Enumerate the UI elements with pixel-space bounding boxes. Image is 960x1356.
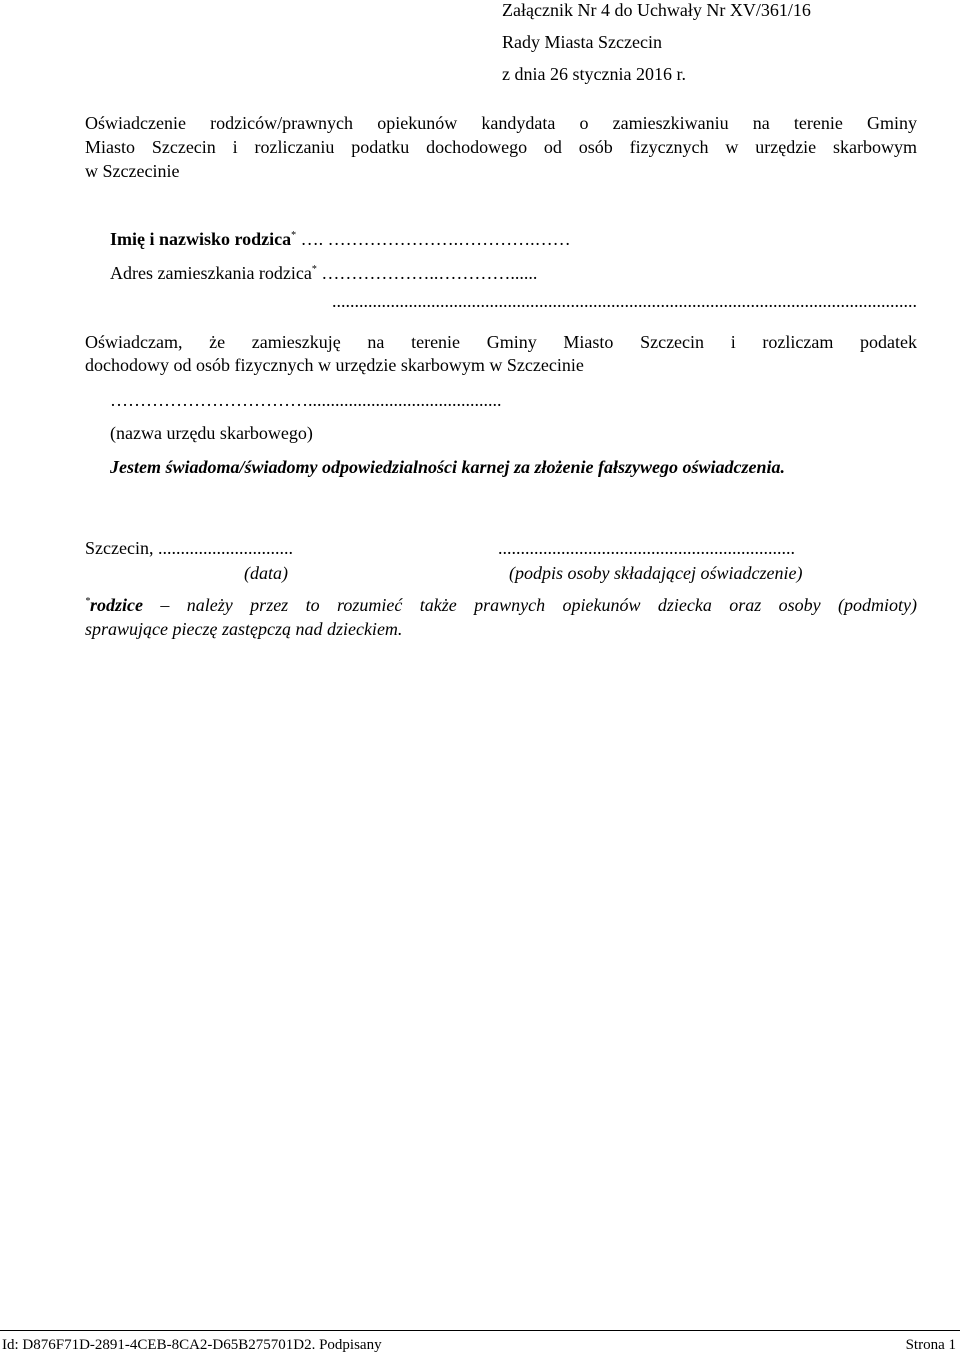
footnote-term: rodzice: [90, 595, 143, 615]
parent-name-label: Imię i nazwisko rodzica: [110, 229, 292, 249]
parent-address-dots: ………………..…………......: [321, 263, 538, 283]
footnote-line-1: [85, 593, 917, 617]
document-title-line-1: Oświadczenie rodziców/prawnych opiekunów kandydata o zamieszkiwaniu na terenie Gminy: [85, 113, 917, 133]
date-label: (data): [244, 563, 288, 583]
footnote-asterisk: *: [85, 596, 90, 607]
responsibility-statement: Jestem świadoma/świadomy odpowiedzialności karnej za złożenie fałszywego oświadczenia.: [110, 457, 786, 477]
asterisk-mark: *: [291, 230, 297, 241]
document-title-line-2: Miasto Szczecin i rozliczaniu podatku dochodowego od osób fizycznych w urzędzie skarbowym: [85, 137, 917, 157]
attachment-line-1: Załącznik Nr 4 do Uchwały Nr XV/361/16: [502, 0, 811, 20]
parent-address-dots-line-2: ..................................................................................................................................: [332, 291, 917, 311]
tax-office-label: (nazwa urzędu skarbowego): [110, 423, 313, 443]
footnote-line-2: sprawujące pieczę zastępczą nad dzieckiem.: [85, 619, 403, 639]
footnote-definition: – należy przez to rozumieć także prawnych opiekunów dziecka oraz osoby (podmioty): [160, 595, 917, 615]
parent-name-field[interactable]: [110, 227, 571, 251]
document-title-line-3: w Szczecinie: [85, 161, 180, 181]
attachment-line-3: z dnia 26 stycznia 2016 r.: [502, 64, 686, 84]
declaration-line-1: Oświadczam, że zamieszkuję na terenie Gminy Miasto Szczecin i rozliczam podatek: [85, 332, 917, 352]
asterisk-mark: *: [311, 264, 317, 275]
declaration-line-2: dochodowy od osób fizycznych w urzędzie skarbowym w Szczecinie: [85, 355, 584, 375]
page-footer: [0, 1330, 960, 1356]
document-id: Id: D876F71D-2891-4CEB-8CA2-D65B275701D2. Podpisany: [2, 1337, 382, 1353]
signature-label: (podpis osoby składającej oświadczenie): [509, 563, 803, 583]
tax-office-dots[interactable]: ……………………………...........................................: [110, 390, 502, 410]
signature-field[interactable]: ..................................................................: [498, 538, 795, 558]
page-number: Strona 1: [905, 1337, 956, 1353]
place-date-field[interactable]: Szczecin, ..............................: [85, 538, 293, 558]
parent-name-dots: …. ………………….………….……: [300, 229, 571, 249]
attachment-line-2: Rady Miasta Szczecin: [502, 32, 662, 52]
parent-address-label: Adres zamieszkania rodzica: [110, 263, 312, 283]
parent-address-field[interactable]: [110, 261, 537, 285]
